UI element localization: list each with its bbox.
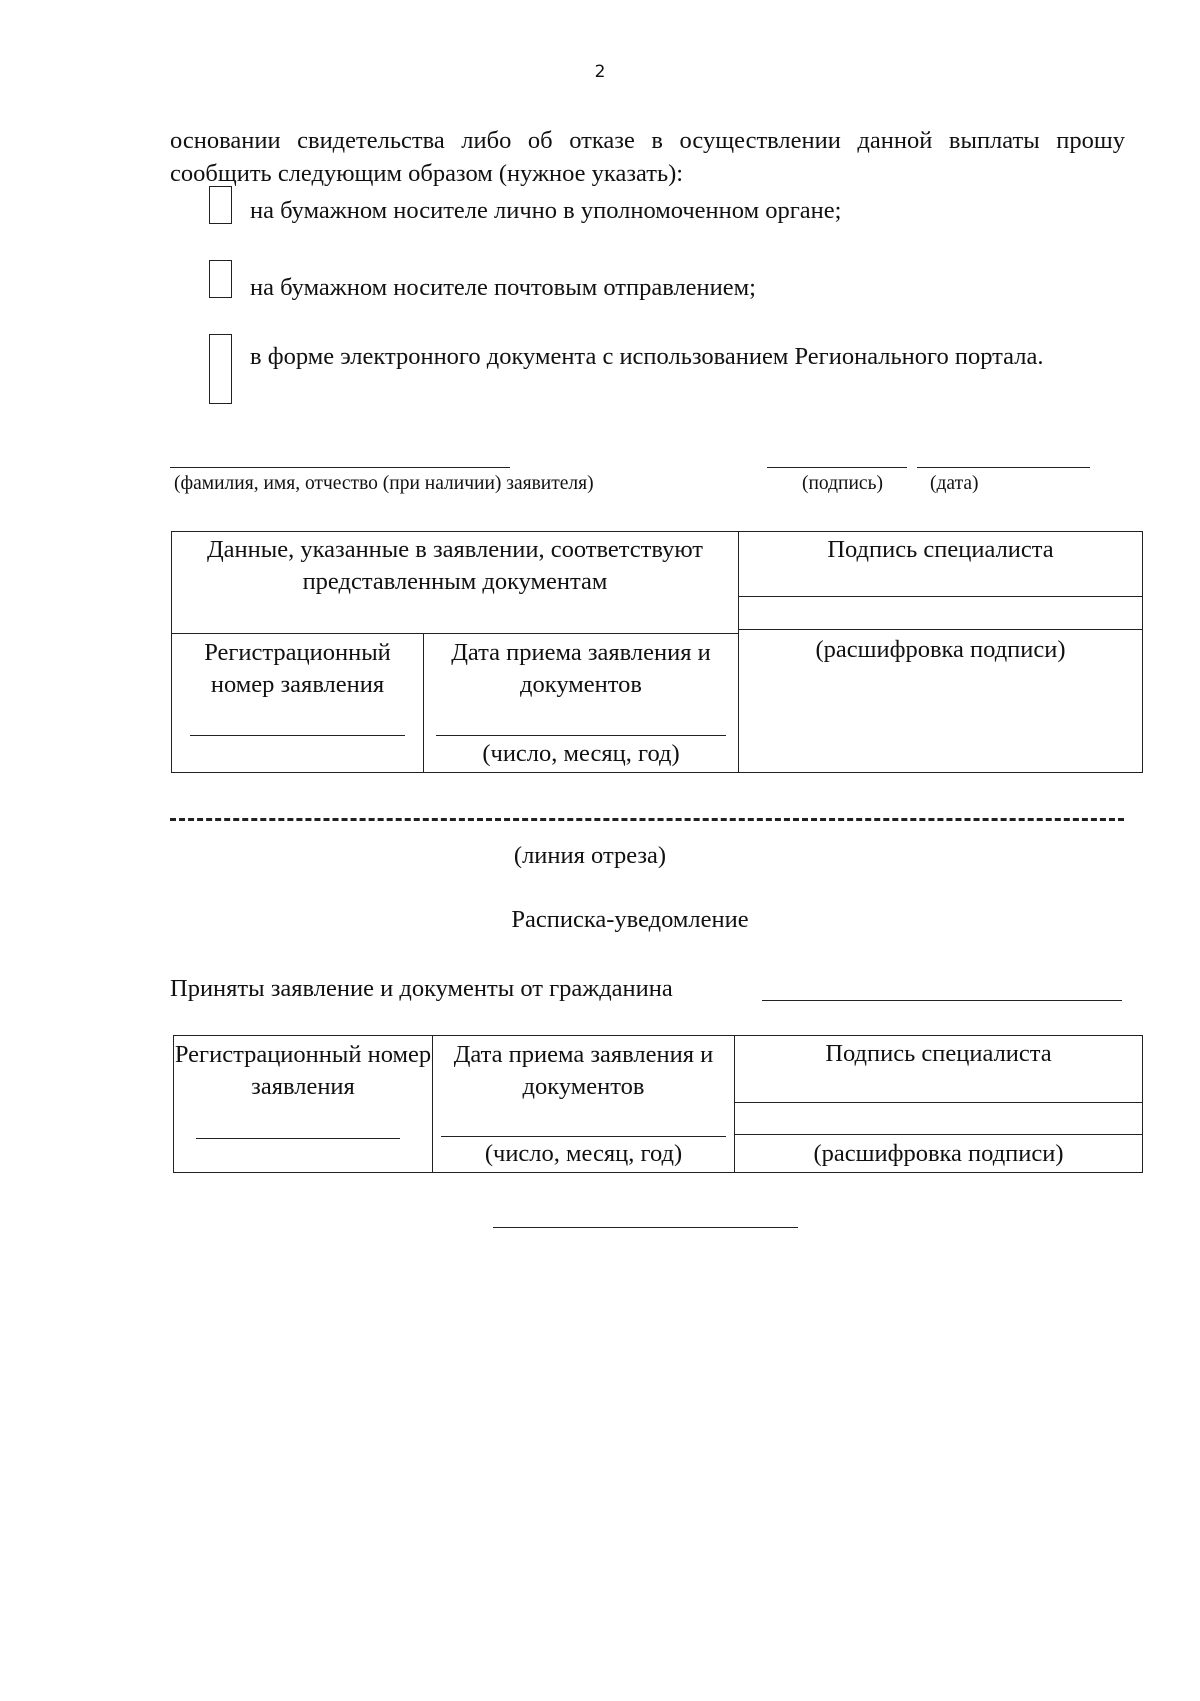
data-match-text: Данные, указанные в заявлении, соответствуют представленным документам	[206, 536, 704, 595]
receipt-signature-label: Подпись специалиста	[825, 1040, 1052, 1067]
option-paper-mail-label: на бумажном носителе почтовым отправлением;	[250, 274, 756, 301]
citizen-name-line	[762, 1000, 1122, 1001]
date-line	[917, 467, 1090, 468]
reg-number-cell	[172, 634, 424, 773]
specialist-signature-line	[739, 596, 1142, 597]
specialist-signature-label: Подпись специалиста	[827, 536, 1054, 563]
receipt-reg-number-label: Регистрационный номер заявления	[174, 1041, 432, 1100]
receipt-date2-line	[441, 1136, 726, 1137]
acceptance-table	[171, 531, 1143, 773]
signature-caption: (подпись)	[802, 473, 883, 494]
signature-decoding-line	[739, 629, 1142, 630]
fio-line	[170, 467, 510, 468]
receipt-date2-cell	[433, 1036, 735, 1173]
receipt-reg-number-cell	[174, 1036, 433, 1173]
closing-line	[493, 1227, 798, 1228]
receipt-date-line	[436, 735, 726, 736]
specialist-signature-cell	[739, 532, 1143, 773]
intro-paragraph: основании свидетельства либо об отказе в осуществлении данной выплаты прошу сообщить следующим образом (нужное указать):	[170, 127, 1125, 187]
receipt-decoding-caption: (расшифровка подписи)	[813, 1140, 1064, 1167]
receipt-signature-cell	[735, 1036, 1143, 1173]
receipt-reg-number-line	[196, 1138, 400, 1139]
option-paper-mail-checkbox[interactable]	[209, 260, 232, 298]
receipt-table	[173, 1035, 1143, 1173]
accepted-text: Приняты заявление и документы от гражданина	[170, 975, 673, 1002]
receipt-date-caption: (число, месяц, год)	[482, 740, 680, 767]
receipt-signature-line	[735, 1102, 1142, 1103]
receipt-date-label: Дата приема заявления и документов	[451, 639, 711, 698]
option-paper-in-person-checkbox[interactable]	[209, 186, 232, 224]
fio-caption: (фамилия, имя, отчество (при наличии) заявителя)	[174, 473, 594, 494]
cut-line-caption: (линия отреза)	[513, 842, 667, 869]
receipt-title: Расписка-уведомление	[511, 906, 749, 933]
receipt-date2-label: Дата приема заявления и документов	[453, 1041, 714, 1100]
date-caption: (дата)	[930, 473, 979, 494]
data-match-cell	[172, 532, 739, 634]
receipt-decoding-line	[735, 1134, 1142, 1135]
page-number: 2	[594, 62, 606, 82]
receipt-date2-caption: (число, месяц, год)	[484, 1140, 683, 1167]
option-electronic-checkbox[interactable]	[209, 334, 232, 404]
receipt-date-cell	[424, 634, 739, 773]
signature-line	[767, 467, 907, 468]
option-paper-in-person-label: на бумажном носителе лично в уполномоченном органе;	[250, 197, 842, 224]
option-electronic-label: в форме электронного документа с использованием Регионального портала.	[250, 343, 1044, 370]
signature-decoding-caption: (расшифровка подписи)	[815, 636, 1066, 663]
reg-number-label: Регистрационный номер заявления	[204, 639, 391, 698]
cut-line	[170, 818, 1124, 821]
reg-number-line	[190, 735, 405, 736]
